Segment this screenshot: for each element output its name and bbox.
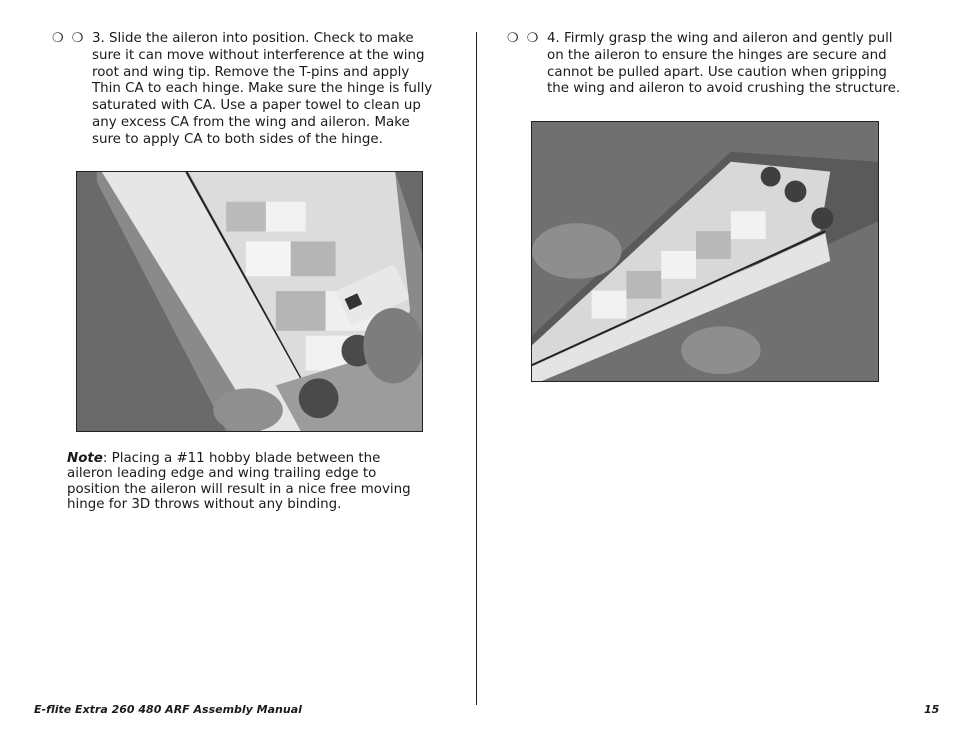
column-divider (476, 32, 477, 705)
step-3-checkboxes[interactable]: ❍ ❍ (52, 31, 86, 46)
photo-pulling-aileron-test (531, 121, 879, 382)
page-number: 15 (924, 703, 940, 716)
note-text: : Placing a #11 hobby blade between the aileron leading edge and wing trailing edge to position the aileron will result in a nice free moving hinge for 3D throws without any binding. (67, 451, 411, 513)
footer-title: E-flite Extra 260 480 ARF Assembly Manual (34, 703, 302, 716)
step-4-text: 4. Firmly grasp the wing and aileron and gently pull on the aileron to ensure the hinges are secure and cannot be pulled apart. Use caution when gripping the wing and aileron to avoid crushing the structure. (547, 31, 901, 97)
step-3 (52, 31, 444, 151)
note-label: Note (67, 451, 103, 466)
photo-applying-ca-to-hinge (76, 171, 423, 432)
step-4-checkboxes[interactable]: ❍ ❍ (507, 31, 541, 46)
note (67, 451, 427, 513)
step-3-text: 3. Slide the aileron into position. Check to make sure it can move without interference at the wing root and wing tip. Remove the T-pins and apply Thin CA to each hinge. Make sure the hinge is fully saturated with CA. Use a paper towel to clean up any excess CA from the wing and aileron. Make sure to apply CA to both sides of the hinge. (92, 31, 433, 147)
step-4 (507, 31, 907, 103)
